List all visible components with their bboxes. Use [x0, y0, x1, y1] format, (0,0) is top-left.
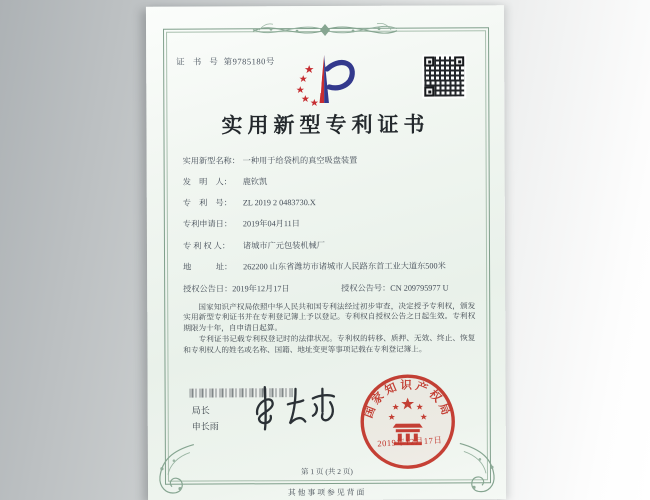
legal-paragraph: 专利证书记载专利权登记时的法律状况。专利权的转移、质押、无效、终止、恢复和专利权人的姓名或名称、国籍、地址变更等事项记载在专利登记簿上。: [183, 333, 476, 355]
director-title: 局长: [191, 405, 210, 416]
backside-note: 其他事项参见背面: [287, 487, 367, 498]
certificate-number-value: 第9785180号: [223, 56, 275, 67]
field-label: 专 利 权 人：: [182, 241, 231, 251]
certificate-number-label: 证 书 号: [176, 56, 221, 67]
field-value: 262200 山东省潍坊市诸城市人民路东首工业大道东500米: [243, 261, 446, 272]
field-value: 2019年04月11日: [242, 219, 300, 229]
field-patent-number: [183, 196, 481, 208]
field-patentee: [183, 239, 481, 251]
certificate-paper: [146, 5, 506, 500]
qr-code-icon: [424, 56, 464, 96]
seal-date: 2019年12月17日: [377, 434, 443, 449]
field-label: 发 明 人：: [182, 177, 232, 187]
director-signature-icon: [246, 380, 342, 436]
grant-date-value: 2019年12月17日: [232, 284, 290, 294]
cnipa-seal-icon: [358, 371, 458, 471]
grant-date-label: 授权公告日：: [183, 284, 233, 294]
field-label: 专利申请日：: [182, 219, 233, 229]
field-address: [183, 260, 481, 272]
page-info: 第 1 页 (共 2 页): [300, 466, 353, 477]
seal-text: 国家知识产权局: [362, 379, 453, 420]
grant-no-value: CN 209795977 U: [390, 283, 449, 293]
field-value: 鹿钦凯: [242, 177, 268, 187]
field-value: ZL 2019 2 0483730.X: [242, 198, 316, 208]
director-signoff: [192, 402, 219, 434]
field-value: 诸城市广元包装机械厂: [242, 241, 325, 251]
field-grant-row: [183, 282, 481, 294]
qr-finder-icon: [424, 57, 434, 67]
field-patent-name: [183, 154, 481, 166]
qr-finder-icon: [454, 56, 464, 66]
field-application-date: [183, 217, 481, 229]
field-inventor: [183, 175, 481, 187]
field-label: 专 利 号：: [182, 198, 232, 208]
cnipa-logo-icon: [293, 53, 357, 109]
director-name: 申长雨: [191, 421, 219, 432]
grant-no-label: 授权公告号：: [341, 283, 391, 293]
field-label: 实用新型名称：: [182, 156, 240, 166]
qr-finder-icon: [424, 87, 434, 97]
field-value: 一种用于给袋机的真空吸盘装置: [242, 155, 358, 166]
legal-paragraphs: [183, 301, 475, 356]
legal-paragraph: 国家知识产权局依照中华人民共和国专利法经过初步审查，决定授予专利权，颁发实用新型专利证书并在专利登记簿上予以登记。专利权自授权公告之日起生效。专利权期限为十年，自申请日起算。: [183, 301, 476, 333]
certificate-number: [176, 55, 275, 67]
floral-ornament-icon: [249, 17, 401, 44]
field-label: 地 址：: [183, 262, 233, 272]
certificate-title: 实用新型专利证书: [221, 112, 430, 138]
